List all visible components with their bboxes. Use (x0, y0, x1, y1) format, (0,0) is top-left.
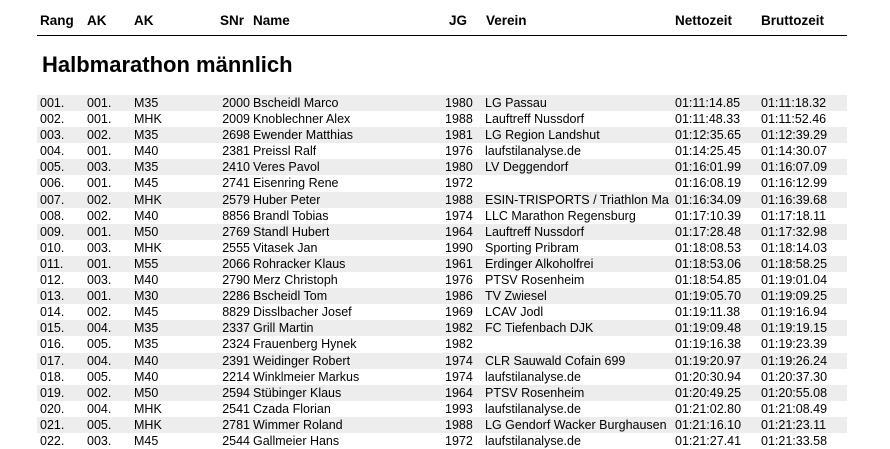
table-row (37, 353, 847, 369)
cell-verein: LCAV Jodl (485, 305, 544, 320)
cell-rang: 012. (40, 273, 65, 288)
cell-ak: M35 (134, 321, 159, 336)
cell-rang: 020. (40, 401, 65, 416)
cell-bruttozeit: 01:16:07.09 (761, 160, 828, 175)
cell-jg: 1993 (445, 401, 473, 416)
cell-bruttozeit: 01:21:23.11 (761, 417, 827, 432)
cell-ak: M35 (134, 128, 159, 143)
cell-nettozeit: 01:19:16.38 (675, 337, 742, 352)
table-row (37, 336, 847, 352)
cell-bruttozeit: 01:12:39.29 (761, 128, 828, 143)
cell-name: Gallmeier Hans (253, 433, 340, 448)
cell-snr: 2790 (222, 273, 250, 288)
cell-jg: 1964 (445, 385, 473, 400)
cell-jg: 1972 (445, 433, 473, 448)
cell-ak: M35 (134, 160, 159, 175)
table-row (37, 240, 847, 256)
cell-bruttozeit: 01:19:26.24 (761, 353, 828, 368)
cell-nettozeit: 01:19:05.70 (675, 289, 742, 304)
cell-ak-platz: 002. (87, 385, 112, 400)
cell-ak: M55 (134, 256, 159, 271)
table-row (37, 401, 847, 417)
results-table (37, 95, 847, 449)
cell-name: Bscheidl Tom (253, 289, 328, 304)
cell-ak: M50 (134, 224, 159, 239)
cell-name: Stübinger Klaus (253, 385, 342, 400)
cell-name: Wimmer Roland (253, 417, 343, 432)
cell-snr: 2214 (222, 369, 250, 384)
cell-nettozeit: 01:21:16.10 (675, 417, 742, 432)
cell-rang: 001. (40, 96, 65, 110)
header-nettozeit: Nettozeit (675, 13, 732, 28)
cell-nettozeit: 01:16:01.99 (675, 160, 742, 175)
cell-bruttozeit: 01:17:18.11 (761, 208, 827, 223)
table-row (37, 224, 847, 240)
cell-nettozeit: 01:17:28.48 (675, 224, 742, 239)
cell-bruttozeit: 01:20:55.08 (761, 385, 828, 400)
cell-rang: 017. (40, 353, 65, 368)
cell-ak-platz: 003. (87, 433, 112, 448)
cell-jg: 1972 (445, 176, 473, 191)
cell-name: Standl Hubert (253, 224, 330, 239)
cell-rang: 013. (40, 289, 65, 304)
cell-name: Knoblechner Alex (253, 112, 351, 127)
cell-rang: 010. (40, 240, 65, 255)
cell-nettozeit: 01:11:48.33 (675, 112, 741, 127)
cell-snr: 2009 (222, 112, 250, 127)
cell-ak-platz: 004. (87, 321, 112, 336)
cell-ak-platz: 002. (87, 192, 112, 207)
cell-ak-platz: 001. (87, 96, 112, 110)
cell-verein: laufstilanalyse.de (485, 369, 581, 384)
table-row (37, 433, 847, 449)
cell-name: Winklmeier Markus (253, 369, 360, 384)
cell-ak: M50 (134, 385, 159, 400)
cell-bruttozeit: 01:18:58.25 (761, 256, 828, 271)
cell-bruttozeit: 01:19:23.39 (761, 337, 828, 352)
cell-rang: 003. (40, 128, 65, 143)
cell-name: Vitasek Jan (253, 240, 318, 255)
header-rang: Rang (40, 13, 74, 28)
cell-jg: 1976 (445, 144, 473, 159)
cell-rang: 007. (40, 192, 65, 207)
cell-bruttozeit: 01:21:08.49 (761, 401, 828, 416)
cell-bruttozeit: 01:16:12.99 (761, 176, 828, 191)
table-row (37, 192, 847, 208)
cell-ak-platz: 001. (87, 224, 112, 239)
cell-ak: MHK (134, 112, 162, 127)
cell-jg: 1981 (445, 128, 473, 143)
cell-jg: 1988 (445, 417, 473, 432)
table-row (37, 159, 847, 175)
cell-nettozeit: 01:16:08.19 (675, 176, 742, 191)
cell-name: Frauenberg Hynek (253, 337, 357, 352)
cell-verein: ESIN-TRISPORTS / Triathlon Ma (485, 192, 669, 207)
table-row (37, 256, 847, 272)
cell-snr: 2381 (222, 144, 250, 159)
cell-nettozeit: 01:21:27.41 (675, 433, 742, 448)
table-row (37, 320, 847, 336)
cell-jg: 1988 (445, 112, 473, 127)
cell-name: Huber Peter (253, 192, 321, 207)
cell-snr: 2698 (222, 128, 250, 143)
cell-verein: Erdinger Alkoholfrei (485, 256, 594, 271)
cell-verein: Sporting Pribram (485, 240, 579, 255)
cell-rang: 019. (40, 385, 65, 400)
cell-jg: 1961 (445, 256, 473, 271)
cell-verein: laufstilanalyse.de (485, 433, 581, 448)
cell-ak-platz: 005. (87, 417, 112, 432)
cell-name: Brandl Tobias (253, 208, 329, 223)
cell-nettozeit: 01:11:14.85 (675, 96, 741, 110)
cell-jg: 1980 (445, 160, 473, 175)
cell-verein: LG Gendorf Wacker Burghausen (485, 417, 667, 432)
cell-bruttozeit: 01:16:39.68 (761, 192, 828, 207)
cell-rang: 016. (40, 337, 65, 352)
cell-ak: M40 (134, 369, 159, 384)
cell-ak-platz: 004. (87, 353, 112, 368)
table-row (37, 111, 847, 127)
cell-ak: M35 (134, 96, 159, 110)
cell-verein: PTSV Rosenheim (485, 385, 585, 400)
cell-ak-platz: 004. (87, 401, 112, 416)
cell-ak: MHK (134, 240, 162, 255)
cell-name: Czada Florian (253, 401, 331, 416)
table-row (37, 369, 847, 385)
cell-jg: 1974 (445, 353, 473, 368)
table-row (37, 385, 847, 401)
table-row (37, 127, 847, 143)
cell-jg: 1969 (445, 305, 473, 320)
cell-nettozeit: 01:20:49.25 (675, 385, 742, 400)
table-row (37, 417, 847, 433)
table-row (37, 143, 847, 159)
cell-nettozeit: 01:18:53.06 (675, 256, 742, 271)
header-name: Name (253, 13, 290, 28)
cell-verein: laufstilanalyse.de (485, 401, 581, 416)
cell-name: Veres Pavol (253, 160, 320, 175)
cell-rang: 022. (40, 433, 65, 448)
cell-snr: 2555 (222, 240, 250, 255)
cell-verein: Lauftreff Nussdorf (485, 224, 585, 239)
cell-snr: 2324 (222, 337, 250, 352)
cell-nettozeit: 01:12:35.65 (675, 128, 742, 143)
cell-rang: 009. (40, 224, 65, 239)
table-row (37, 288, 847, 304)
cell-verein: PTSV Rosenheim (485, 273, 585, 288)
cell-ak-platz: 002. (87, 305, 112, 320)
section-title: Halbmarathon männlich (42, 52, 293, 77)
cell-nettozeit: 01:19:20.97 (675, 353, 742, 368)
cell-ak-platz: 005. (87, 337, 112, 352)
cell-rang: 011. (40, 256, 64, 271)
cell-ak: M45 (134, 176, 159, 191)
cell-rang: 014. (40, 305, 65, 320)
cell-nettozeit: 01:19:11.38 (675, 305, 741, 320)
cell-name: Merz Christoph (253, 273, 338, 288)
cell-rang: 004. (40, 144, 65, 159)
header-ak: AK (134, 13, 154, 28)
cell-snr: 2286 (222, 289, 250, 304)
cell-bruttozeit: 01:19:16.94 (761, 305, 828, 320)
cell-bruttozeit: 01:11:52.46 (761, 112, 827, 127)
cell-jg: 1986 (445, 289, 473, 304)
cell-ak: MHK (134, 192, 162, 207)
cell-ak-platz: 005. (87, 369, 112, 384)
cell-rang: 005. (40, 160, 65, 175)
cell-ak: M40 (134, 208, 159, 223)
cell-snr: 2337 (222, 321, 250, 336)
cell-ak-platz: 003. (87, 240, 112, 255)
cell-nettozeit: 01:19:09.48 (675, 321, 742, 336)
cell-name: Eisenring Rene (253, 176, 339, 191)
cell-nettozeit: 01:18:08.53 (675, 240, 742, 255)
cell-nettozeit: 01:17:10.39 (675, 208, 742, 223)
cell-bruttozeit: 01:19:01.04 (761, 273, 828, 288)
cell-snr: 2000 (222, 96, 250, 110)
cell-ak: M35 (134, 337, 159, 352)
cell-rang: 006. (40, 176, 65, 191)
cell-verein: LG Passau (485, 96, 547, 110)
header-snr: SNr (220, 13, 245, 28)
cell-bruttozeit: 01:19:09.25 (761, 289, 828, 304)
table-row (37, 208, 847, 224)
cell-jg: 1974 (445, 369, 473, 384)
cell-verein: laufstilanalyse.de (485, 144, 581, 159)
cell-ak: M40 (134, 353, 159, 368)
cell-rang: 018. (40, 369, 65, 384)
cell-bruttozeit: 01:19:19.15 (761, 321, 828, 336)
cell-ak-platz: 001. (87, 112, 112, 127)
cell-snr: 2066 (222, 256, 250, 271)
cell-verein: TV Zwiesel (485, 289, 547, 304)
cell-jg: 1976 (445, 273, 473, 288)
cell-snr: 2541 (222, 401, 250, 416)
cell-verein: Lauftreff Nussdorf (485, 112, 585, 127)
header-bruttozeit: Bruttozeit (761, 13, 824, 28)
header-ak-platz: AK (87, 13, 107, 28)
cell-ak: M45 (134, 305, 159, 320)
header-verein: Verein (486, 13, 527, 28)
cell-ak-platz: 001. (87, 256, 112, 271)
cell-jg: 1964 (445, 224, 473, 239)
cell-nettozeit: 01:20:30.94 (675, 369, 742, 384)
cell-rang: 021. (40, 417, 65, 432)
header-divider (37, 35, 847, 36)
cell-bruttozeit: 01:14:30.07 (761, 144, 828, 159)
cell-ak-platz: 001. (87, 289, 112, 304)
cell-ak-platz: 002. (87, 128, 112, 143)
cell-name: Bscheidl Marco (253, 96, 339, 110)
cell-snr: 2391 (222, 353, 250, 368)
cell-ak: M40 (134, 144, 159, 159)
cell-verein: LG Region Landshut (485, 128, 600, 143)
table-row (37, 95, 847, 111)
cell-verein: LV Deggendorf (485, 160, 569, 175)
cell-snr: 2410 (222, 160, 250, 175)
cell-ak-platz: 003. (87, 273, 112, 288)
cell-bruttozeit: 01:11:18.32 (761, 96, 827, 110)
cell-name: Grill Martin (253, 321, 314, 336)
cell-bruttozeit: 01:17:32.98 (761, 224, 828, 239)
cell-jg: 1974 (445, 208, 473, 223)
cell-name: Weidinger Robert (253, 353, 351, 368)
cell-bruttozeit: 01:18:14.03 (761, 240, 828, 255)
cell-ak-platz: 002. (87, 208, 112, 223)
cell-snr: 8829 (222, 305, 250, 320)
cell-name: Ewender Matthias (253, 128, 354, 143)
cell-verein: FC Tiefenbach DJK (485, 321, 594, 336)
cell-ak: M45 (134, 433, 159, 448)
cell-name: Disslbacher Josef (253, 305, 352, 320)
cell-ak: MHK (134, 401, 162, 416)
table-row (37, 304, 847, 320)
cell-snr: 8856 (222, 208, 250, 223)
cell-rang: 002. (40, 112, 65, 127)
cell-jg: 1982 (445, 337, 473, 352)
cell-jg: 1988 (445, 192, 473, 207)
cell-ak-platz: 001. (87, 144, 112, 159)
cell-snr: 2594 (222, 385, 250, 400)
cell-verein: CLR Sauwald Cofain 699 (485, 353, 626, 368)
cell-nettozeit: 01:21:02.80 (675, 401, 742, 416)
cell-ak: M40 (134, 273, 159, 288)
cell-jg: 1982 (445, 321, 473, 336)
cell-snr: 2741 (222, 176, 250, 191)
cell-bruttozeit: 01:20:37.30 (761, 369, 828, 384)
cell-snr: 2781 (222, 417, 250, 432)
cell-ak: M30 (134, 289, 159, 304)
cell-bruttozeit: 01:21:33.58 (761, 433, 828, 448)
cell-rang: 008. (40, 208, 65, 223)
cell-verein: LLC Marathon Regensburg (485, 208, 636, 223)
cell-ak: MHK (134, 417, 162, 432)
table-row (37, 175, 847, 191)
cell-ak-platz: 001. (87, 176, 112, 191)
table-row (37, 272, 847, 288)
cell-ak-platz: 003. (87, 160, 112, 175)
column-header-row (0, 10, 890, 32)
header-jg: JG (449, 13, 468, 28)
cell-nettozeit: 01:18:54.85 (675, 273, 742, 288)
cell-name: Rohracker Klaus (253, 256, 346, 271)
cell-jg: 1980 (445, 96, 473, 110)
cell-rang: 015. (40, 321, 65, 336)
cell-snr: 2769 (222, 224, 250, 239)
cell-name: Preissl Ralf (253, 144, 317, 159)
cell-nettozeit: 01:16:34.09 (675, 192, 742, 207)
cell-snr: 2544 (222, 433, 250, 448)
cell-jg: 1990 (445, 240, 473, 255)
cell-snr: 2579 (222, 192, 250, 207)
cell-nettozeit: 01:14:25.45 (675, 144, 742, 159)
